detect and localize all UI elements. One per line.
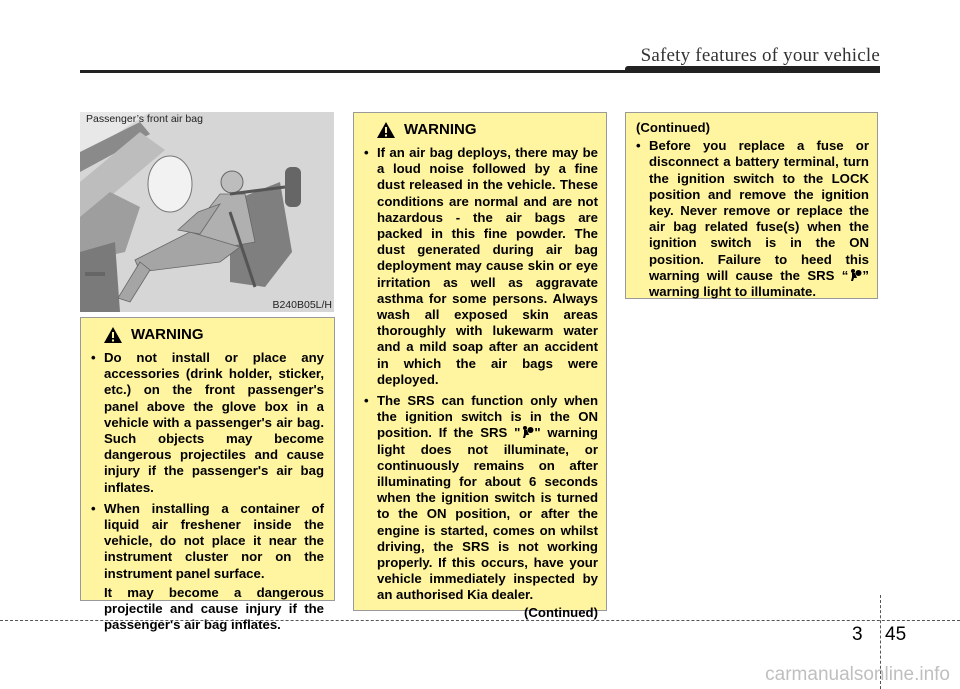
srs-text-before: Before you replace a fuse or disconnect a battery terminal, turn the ignition switch to the LOCK position and remove the ignition key. Never remove or replace the air bag related fuse(s) when the ignition switch is in the ON position. Failure to heed this warning will cause the SRS “ <box>649 138 869 283</box>
warning-bullet: • Do not install or place any accessories (drink holder, sticker, etc.) on the front passenger's panel above the glove box in a vehicle with a passenger's air bag. Such objects may become dangerous projectiles and cause injury if the passenger's air bag inflates. <box>91 350 324 496</box>
srs-text-after: ” warning light to illuminate. <box>649 267 869 300</box>
continued-heading: (Continued) <box>636 120 710 135</box>
airbag-illustration <box>80 112 334 312</box>
warning-box-deployment <box>353 112 607 620</box>
warning-bullet: • If an air bag deploys, there may be a loud noise followed by a fine dust released in the vehicle. These conditions are normal and are not hazardous - the air bags are packed in this fine powder. The dust generated during air bag deployment may cause skin or eye irritation as well as aggravate asthma for some persons. Always wash all exposed skin areas thoroughly with lukewarm water and a mild soap after an accident in which the air bags were deployed. <box>364 145 598 388</box>
page-number: 45 <box>885 624 907 645</box>
srs-text-before: The SRS can function only when the ignition switch is in the ON position. If the SRS " <box>377 393 598 441</box>
figure-code: B240B05L/H <box>272 299 332 311</box>
warning-title: WARNING <box>404 120 477 138</box>
warning-bullet <box>364 393 598 604</box>
srs-airbag-icon <box>848 268 862 282</box>
warning-box-accessories <box>80 317 335 633</box>
warning-paragraph: It may become a dangerous projectile and cause injury if the passenger's air bag inflates. <box>104 584 324 633</box>
footer-rule <box>0 620 960 621</box>
warning-heading <box>376 121 598 139</box>
section-number: 3 <box>852 624 863 645</box>
srs-airbag-icon <box>520 425 534 439</box>
header-rule-accent <box>625 66 880 73</box>
figure-caption: Passenger’s front air bag <box>86 113 203 125</box>
watermark: carmanualsonline.info <box>765 664 950 685</box>
airbag-drawing <box>80 112 334 312</box>
srs-text-after: " warning light does not illuminate, or continuously remains on after illuminating for about 6 seconds when the ignition switch is turned to the ON position, or after the engine is started, comes on whilst driving, the SRS is not working properly. If this occurs, have your vehicle immediately inspected by an authorised Kia dealer. <box>377 425 598 603</box>
section-title: Safety features of your vehicle <box>640 45 880 66</box>
warning-triangle-icon <box>376 121 396 139</box>
warning-triangle-icon <box>103 326 123 344</box>
warning-bullet: • When installing a container of liquid air freshener inside the vehicle, do not place it near the instrument cluster nor on the instrument panel surface. <box>91 501 324 582</box>
warning-title: WARNING <box>131 325 204 343</box>
continued-label: (Continued) <box>524 604 598 620</box>
warning-heading <box>103 326 324 344</box>
warning-bullet <box>636 138 869 300</box>
warning-box-fuse <box>625 112 878 299</box>
